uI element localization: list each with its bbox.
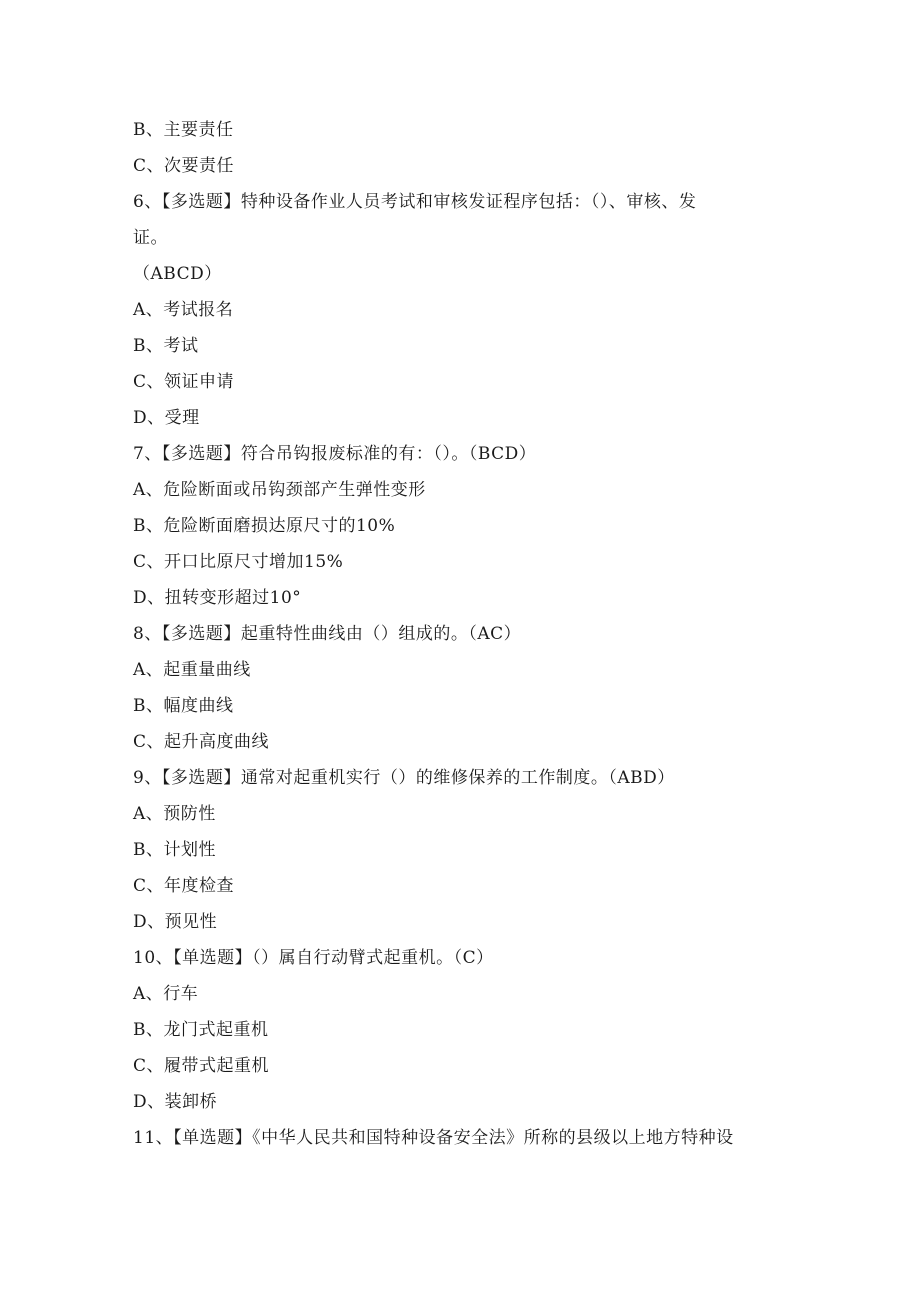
option-line: B、幅度曲线 [133,696,234,716]
option-line: A、考试报名 [133,300,234,320]
question-line: 8、【多选题】起重特性曲线由（）组成的。（AC） [133,624,522,644]
option-line: B、龙门式起重机 [133,1020,269,1040]
option-line: C、开口比原尺寸增加15% [133,552,344,572]
option-line: A、起重量曲线 [133,660,251,680]
option-line: D、扭转变形超过10° [133,588,302,608]
option-line: A、危险断面或吊钩颈部产生弹性变形 [133,480,426,500]
option-line: B、危险断面磨损达原尺寸的10% [133,516,396,536]
question-line-continued: 证。 [133,228,168,248]
option-line: A、行车 [133,984,199,1004]
option-line: C、领证申请 [133,372,235,392]
option-line: D、预见性 [133,912,218,932]
option-line: B、考试 [133,336,199,356]
option-line: C、起升高度曲线 [133,732,270,752]
question-line: 10、【单选题】（）属自行动臂式起重机。（C） [133,948,494,968]
question-line: 11、【单选题】《中华人民共和国特种设备安全法》所称的县级以上地方特种设 [133,1128,734,1148]
question-line: 7、【多选题】符合吊钩报废标准的有：（）。（BCD） [133,444,537,464]
option-line: C、次要责任 [133,156,235,176]
question-line: 6、【多选题】特种设备作业人员考试和审核发证程序包括：（）、审核、发 [133,192,697,212]
question-text-block [133,112,793,1156]
question-line: 9、【多选题】通常对起重机实行（）的维修保养的工作制度。（ABD） [133,768,675,788]
option-line: B、主要责任 [133,120,234,140]
option-line: D、装卸桥 [133,1092,218,1112]
option-line: D、受理 [133,408,200,428]
option-line: B、计划性 [133,840,216,860]
option-line: A、预防性 [133,804,216,824]
answer-key: （ABCD） [133,264,222,284]
option-line: C、履带式起重机 [133,1056,270,1076]
option-line: C、年度检查 [133,876,235,896]
